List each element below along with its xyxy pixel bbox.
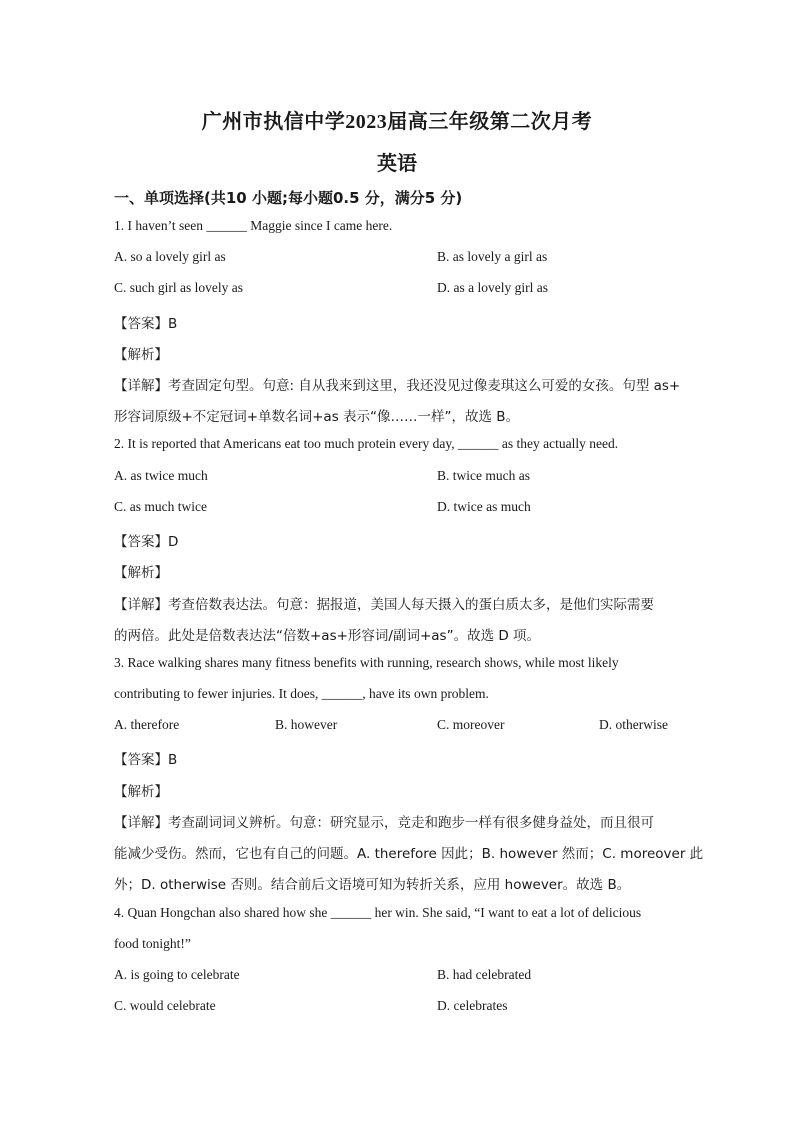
section-heading: 一、单项选择(共10 小题;每小题0.5 分，满分5 分) (114, 189, 463, 207)
question-4-option-c: C. would celebrate (114, 998, 216, 1013)
question-4-option-a: A. is going to celebrate (114, 967, 240, 982)
question-3-option-c: C. moreover (437, 717, 505, 732)
question-3-stem-line-1: 3. Race walking shares many fitness benefits with running, research shows, while most likely (114, 655, 619, 670)
question-2-option-c: C. as much twice (114, 499, 207, 514)
question-3-answer: 【答案】B (114, 752, 178, 768)
question-2-option-b: B. twice much as (437, 468, 530, 483)
question-1-detail-line-2: 形容词原级+不定冠词+单数名词+as 表示“像……一样”，故选 B。 (114, 409, 520, 425)
question-3-option-a: A. therefore (114, 717, 180, 732)
question-3-detail-line-2: 能减少受伤。然而，它也有自己的问题。A. therefore 因此；B. however 然而；C. moreover 此 (114, 846, 704, 862)
question-3-analysis-label: 【解析】 (114, 784, 168, 800)
question-1-option-c: C. such girl as lovely as (114, 280, 243, 295)
question-2-detail-line-2: 的两倍。此处是倍数表达法“倍数+as+形容词/副词+as”。故选 D 项。 (114, 628, 541, 644)
question-3-stem-line-2: contributing to fewer injuries. It does, ______, have its own problem. (114, 686, 489, 701)
document-title: 广州市执信中学2023届高三年级第二次月考 (201, 111, 593, 133)
question-2-option-a: A. as twice much (114, 468, 208, 483)
question-3-option-d: D. otherwise (599, 717, 668, 732)
question-2-option-d: D. twice as much (437, 499, 531, 514)
question-4-stem-line-2: food tonight!” (114, 936, 191, 951)
question-1-option-b: B. as lovely a girl as (437, 249, 548, 264)
question-3-detail-line-1: 【详解】考查副词词义辨析。句意：研究显示，竞走和跑步一样有很多健身益处，而且很可 (114, 815, 654, 831)
question-3-detail-line-3: 外；D. otherwise 否则。结合前后文语境可知为转折关系，应用 however。故选 B。 (114, 877, 631, 893)
question-3-option-b: B. however (275, 717, 338, 732)
question-2-detail-line-1: 【详解】考查倍数表达法。句意：据报道，美国人每天摄入的蛋白质太多，是他们实际需要 (114, 597, 654, 613)
question-4-option-b: B. had celebrated (437, 967, 532, 982)
question-1-option-d: D. as a lovely girl as (437, 280, 548, 295)
question-1-detail-line-1: 【详解】考查固定句型。句意: 自从我来到这里，我还没见过像麦琪这么可爱的女孩。句型 as+ (114, 378, 681, 394)
question-4-option-d: D. celebrates (437, 998, 508, 1013)
question-2-analysis-label: 【解析】 (114, 565, 168, 581)
question-2-answer: 【答案】D (114, 534, 179, 550)
question-1-option-a: A. so a lovely girl as (114, 249, 226, 264)
question-1-stem: 1. I haven’t seen ______ Maggie since I came here. (114, 218, 393, 233)
question-1-answer: 【答案】B (114, 316, 178, 332)
question-2-stem: 2. It is reported that Americans eat too much protein every day, ______ as they actually need. (114, 436, 619, 451)
subject-title: 英语 (377, 153, 417, 175)
question-4-stem-line-1: 4. Quan Hongchan also shared how she ______ her win. She said, “I want to eat a lot of delicious (114, 905, 642, 920)
question-1-analysis-label: 【解析】 (114, 347, 168, 363)
